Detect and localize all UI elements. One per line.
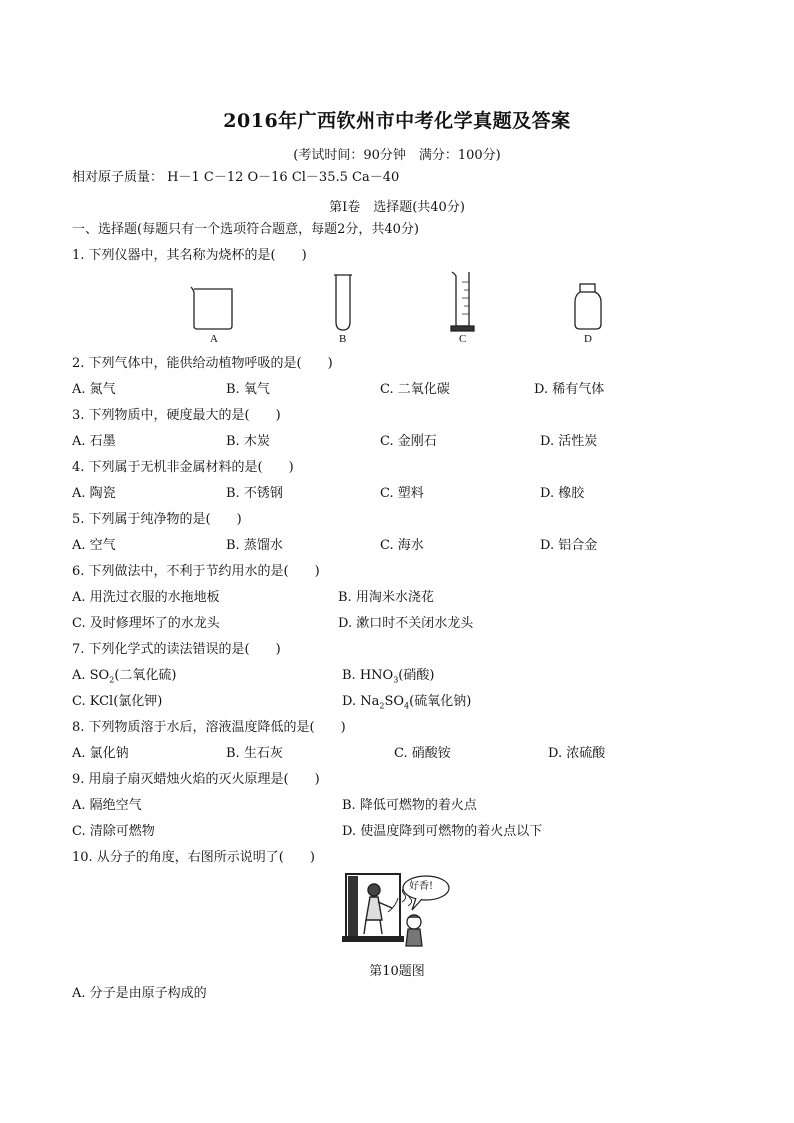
q3-stem: 3. 下列物质中，硬度最大的是( )	[72, 408, 281, 423]
q6-option-c: C. 及时修理坏了的水龙头	[72, 616, 220, 631]
q5-stem: 5. 下列属于纯净物的是( )	[72, 512, 242, 527]
q4-option-b: B. 不锈钢	[226, 486, 283, 501]
q9-option-a: A. 隔绝空气	[72, 798, 142, 813]
q7-option-d: D. $Na_2SO_4$(硫氧化钠)	[342, 694, 472, 711]
q2-option-c: C. 二氧化碳	[380, 382, 450, 397]
q9-stem: 9. 用扇子扇灭蜡烛火焰的灭火原理是( )	[72, 772, 320, 787]
q4-option-d: D. 橡胶	[540, 486, 585, 501]
q2-option-b: B. 氧气	[226, 382, 270, 397]
q8-option-a: A. 氯化钠	[72, 746, 129, 761]
q4-option-c: C. 塑料	[380, 486, 424, 501]
q9-option-b: B. 降低可燃物的着火点	[342, 798, 477, 813]
atomic-masses: 相对原子质量： H－1 C－12 O－16 Cl－35.5 Ca－40	[72, 170, 400, 185]
q5-option-b: B. 蒸馏水	[226, 538, 283, 553]
q8-stem: 8. 下列物质溶于水后，溶液温度降低的是( )	[72, 720, 346, 735]
q5-option-c: C. 海水	[380, 538, 424, 553]
q3-option-c: C. 金刚石	[380, 434, 437, 449]
q9-option-d: D. 使温度降到可燃物的着火点以下	[342, 824, 543, 839]
q9-option-c: C. 清除可燃物	[72, 824, 155, 839]
q6-option-d: D. 漱口时不关闭水龙头	[338, 616, 474, 631]
q3-option-b: B. 木炭	[226, 434, 270, 449]
figure-label-b: B	[339, 333, 347, 345]
q10-figure-caption: 第10题图	[369, 964, 425, 979]
q6-option-a: A. 用洗过衣服的水拖地板	[72, 590, 220, 605]
q6-stem: 6. 下列做法中，不利于节约用水的是( )	[72, 564, 320, 579]
q3-option-d: D. 活性炭	[540, 434, 598, 449]
volume-header: 第Ⅰ卷 选择题(共40分)	[329, 200, 465, 215]
q3-option-a: A. 石墨	[72, 434, 116, 449]
exam-info: (考试时间：90分钟 满分：100分)	[293, 148, 501, 163]
q8-option-c: C. 硝酸铵	[394, 746, 451, 761]
q7-option-b: B. $HNO_3$(硝酸)	[342, 668, 435, 685]
q4-stem: 4. 下列属于无机非金属材料的是( )	[72, 460, 294, 475]
q1-stem: 1. 下列仪器中，其名称为烧杯的是( )	[72, 248, 307, 263]
speech-bubble-text: 好香!	[409, 881, 434, 892]
q10-option-a: A. 分子是由原子构成的	[72, 986, 207, 1001]
figure-label-c: C	[459, 333, 467, 345]
q2-option-a: A. 氮气	[72, 382, 116, 397]
q7-stem: 7. 下列化学式的读法错误的是( )	[72, 642, 281, 657]
child-icon	[406, 915, 422, 946]
q2-option-d: D. 稀有气体	[534, 382, 605, 397]
q4-option-a: A. 陶瓷	[72, 486, 116, 501]
page-title: 2016年广西钦州市中考化学真题及答案	[223, 110, 571, 132]
q8-option-b: B. 生石灰	[226, 746, 283, 761]
q7-option-c: C. KCl(氯化钾)	[72, 694, 163, 709]
q5-option-d: D. 铝合金	[540, 538, 598, 553]
figure-label-d: D	[584, 333, 592, 345]
q2-stem: 2. 下列气体中，能供给动植物呼吸的是( )	[72, 356, 333, 371]
q7-option-a: A. $SO_2$(二氧化硫)	[72, 668, 177, 685]
figure-label-a: A	[210, 333, 218, 345]
q10-stem: 10. 从分子的角度，右图所示说明了( )	[72, 850, 315, 865]
q6-option-b: B. 用淘米水浇花	[338, 590, 434, 605]
q5-option-a: A. 空气	[72, 538, 116, 553]
q8-option-d: D. 浓硫酸	[548, 746, 606, 761]
section-header: 一、选择题(每题只有一个选项符合题意，每题2分，共40分)	[72, 222, 419, 237]
